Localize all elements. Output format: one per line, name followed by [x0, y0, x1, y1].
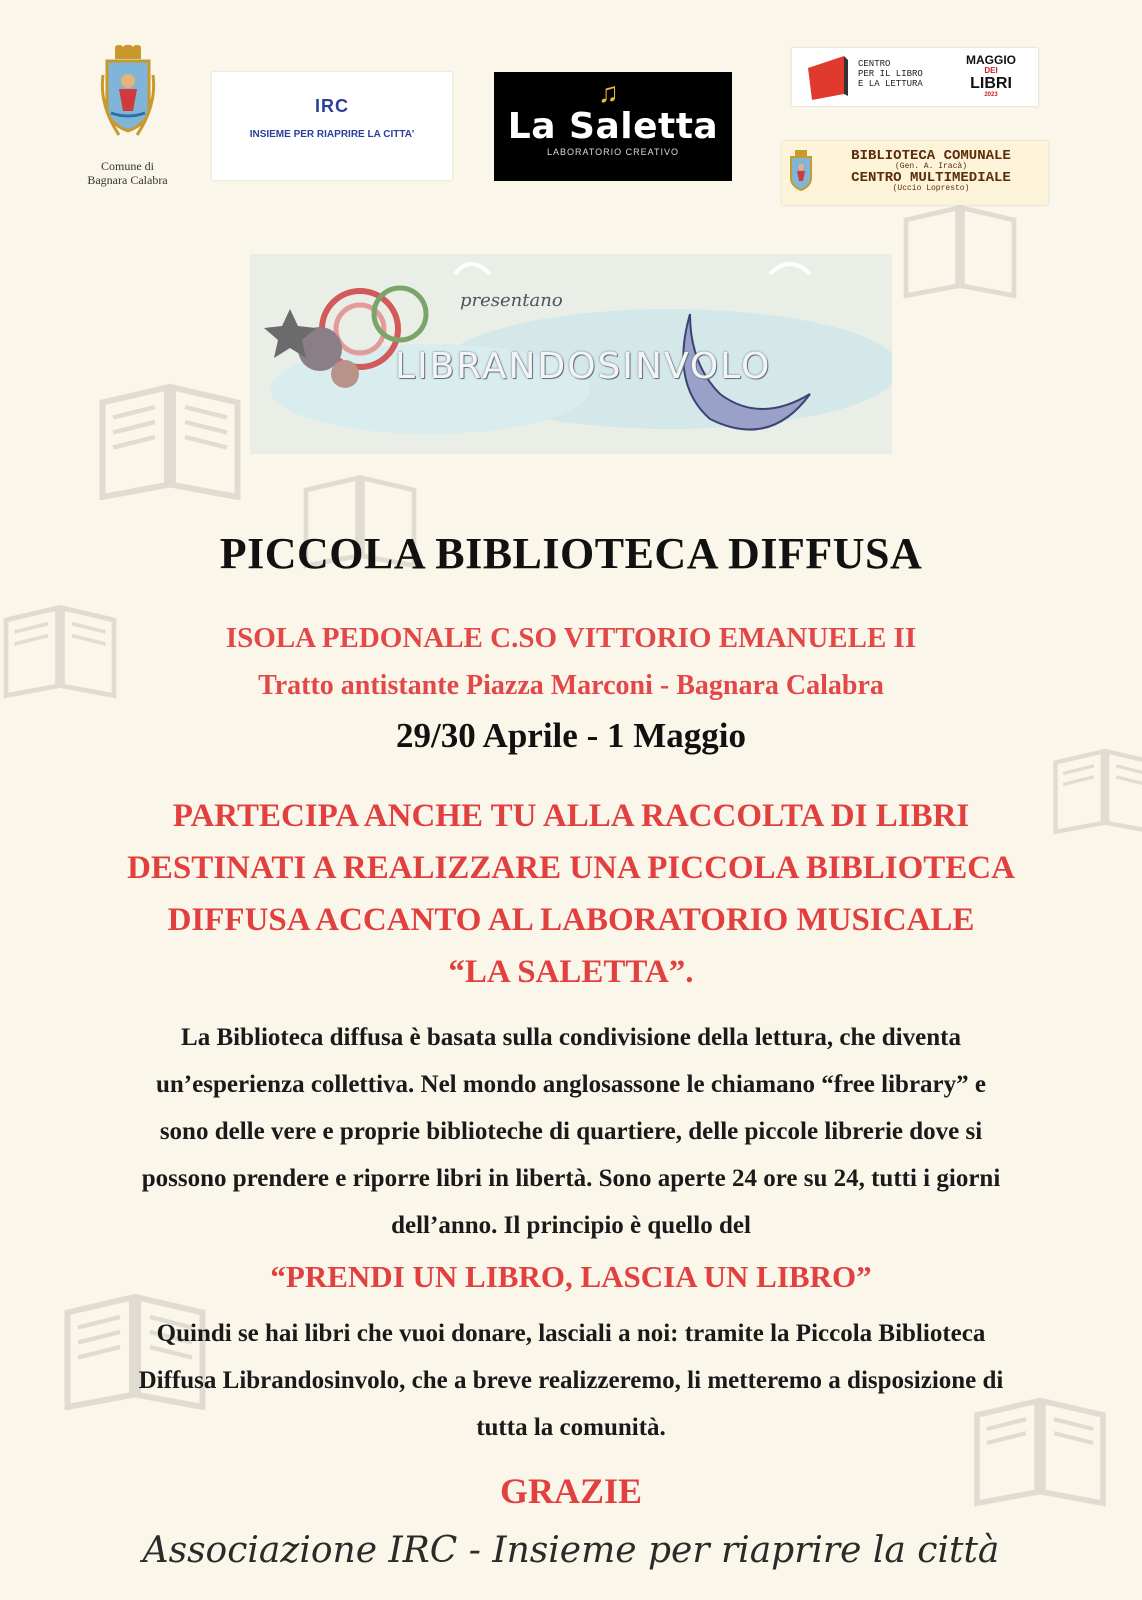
- centro-libro-text: [858, 59, 923, 89]
- banner-presentano: presentano: [460, 290, 563, 311]
- biblio-line1: BIBLIOTECA COMUNALE: [851, 148, 1011, 164]
- biblio-line3: CENTRO MULTIMEDIALE: [851, 170, 1011, 186]
- description-line5: dell’anno. Il principio è quello del: [391, 1212, 751, 1239]
- donation-line2: Diffusa Librandosinvolo, che a breve realizzeremo, li metteremo a disposizione di: [138, 1367, 1004, 1394]
- location-line1: ISOLA PEDONALE C.SO VITTORIO EMANUELE II: [225, 622, 917, 654]
- motto: “PRENDI UN LIBRO, LASCIA UN LIBRO”: [270, 1259, 872, 1294]
- description-line1: La Biblioteca diffusa è basata sulla condivisione della lettura, che diventa: [181, 1024, 961, 1051]
- donation-line3: tutta la comunità.: [476, 1414, 666, 1441]
- description-line3: sono delle vere e proprie biblioteche di quartiere, delle piccole librerie dove si: [159, 1118, 983, 1145]
- biblioteca-comunale-logo: [782, 141, 1048, 205]
- mdl-line2: DEI: [984, 66, 998, 75]
- saletta-subtitle: LABORATORIO CREATIVO: [546, 147, 680, 157]
- librandosinvolo-banner: [250, 254, 892, 454]
- appeal-line3: DIFFUSA ACCANTO AL LABORATORIO MUSICALE: [167, 902, 975, 938]
- book-icon: [95, 380, 245, 500]
- description-line4: possono prendere e riporre libri in libertà. Sono aperte 24 ore su 24, tutti i giorni: [141, 1165, 1001, 1192]
- coat-of-arms-icon: [99, 45, 157, 150]
- biblio-line2: (Gen. A. Iracà): [894, 162, 967, 171]
- description-paragraph: [24, 1014, 1118, 1249]
- appeal-line4: “LA SALETTA”.: [448, 954, 694, 990]
- event-dates: 29/30 Aprile - 1 Maggio: [396, 716, 746, 755]
- mdl-year: 2023: [984, 92, 998, 98]
- biblio-line4: (Uccio Lopresto): [892, 184, 970, 193]
- cpl-line3: E LA LETTURA: [858, 79, 923, 89]
- red-book-icon: [806, 54, 850, 100]
- mdl-line3: LIBRI: [970, 75, 1012, 92]
- maggio-libri-text: [960, 54, 1022, 99]
- signature: Associazione IRC - Insieme per riaprire la città: [142, 1530, 1000, 1571]
- mdl-line1: MAGGIO: [966, 53, 1016, 67]
- coat-of-arms-icon: [788, 150, 814, 196]
- page-title: PICCOLA BIBLIOTECA DIFFUSA: [219, 529, 923, 578]
- donation-paragraph: [24, 1310, 1118, 1451]
- saletta-title: La Saletta: [507, 106, 719, 147]
- music-note-icon: ♫: [598, 78, 619, 109]
- la-saletta-logo: [494, 72, 732, 181]
- appeal-text: [0, 790, 1142, 998]
- cpl-line2: PER IL LIBRO: [858, 69, 923, 79]
- appeal-line2: DESTINATI A REALIZZARE UNA PICCOLA BIBLIOTECA: [127, 850, 1015, 886]
- thanks-heading: GRAZIE: [499, 1471, 643, 1511]
- comune-logo: [75, 45, 180, 187]
- location-line2: Tratto antistante Piazza Marconi - Bagnara Calabra: [258, 670, 884, 701]
- maggio-dei-libri-logo: [792, 48, 1038, 106]
- irc-mark: IRC: [315, 96, 349, 116]
- comune-name-line2: Bagnara Calabra: [87, 173, 168, 187]
- description-line2: un’esperienza collettiva. Nel mondo anglosassone le chiamano “free library” e: [155, 1071, 986, 1098]
- donation-line1: Quindi se hai libri che vuoi donare, lasciali a noi: tramite la Piccola Biblioteca: [156, 1320, 986, 1347]
- book-icon: [900, 200, 1020, 300]
- comune-name-line1: Comune di: [101, 159, 154, 173]
- banner-brand: LIBRANDOSINVOLO: [395, 346, 772, 387]
- appeal-line1: PARTECIPA ANCHE TU ALLA RACCOLTA DI LIBRI: [172, 798, 970, 834]
- cpl-line1: CENTRO: [858, 59, 891, 69]
- irc-tagline: INSIEME PER RIAPRIRE LA CITTA': [249, 129, 415, 140]
- irc-logo: [212, 72, 452, 180]
